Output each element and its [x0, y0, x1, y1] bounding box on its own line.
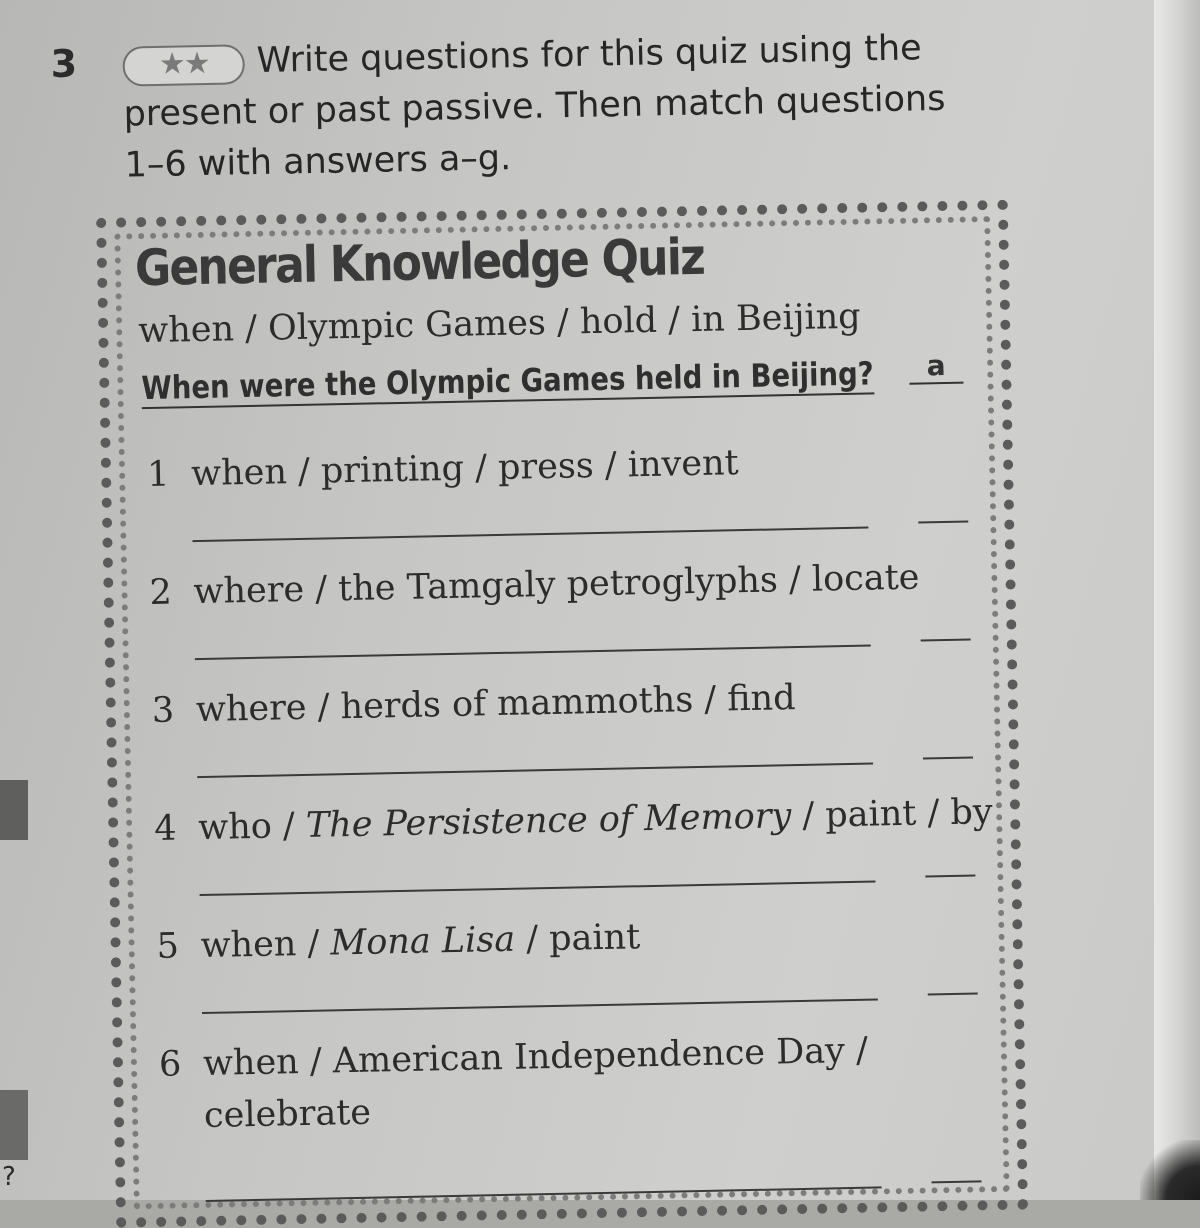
quiz-item-text: where / the Tamgaly petroglyphs / locate — [193, 557, 920, 613]
facing-page-strip — [0, 780, 28, 840]
page-edge — [1154, 0, 1200, 1200]
difficulty-stars-badge: ★★ — [122, 44, 245, 86]
quiz-item-text: when / printing / press / invent — [190, 443, 740, 495]
quiz-item-number: 1 — [146, 454, 170, 496]
quiz-item-number: 2 — [149, 572, 173, 613]
quiz-item-text: when / — [200, 923, 331, 967]
quiz-title: General Knowledge Quiz — [134, 227, 705, 298]
quiz-box — [96, 200, 1028, 1228]
exercise-number: 3 — [50, 41, 78, 86]
quiz-item-text-continued: celebrate — [203, 1092, 372, 1137]
margin-question-mark: ? — [2, 1162, 16, 1192]
instruction-line-1: Write questions for this quiz using the — [256, 28, 922, 82]
exercise-header — [50, 13, 950, 186]
quiz-item-number: 5 — [156, 926, 180, 967]
example-prompt: when / Olympic Games / hold / in Beijing — [137, 296, 861, 352]
quiz-item-number: 6 — [158, 1044, 182, 1085]
quiz-item-italic-title: Mona Lisa — [330, 919, 516, 964]
corner-shadow — [1140, 1140, 1200, 1200]
instruction-line-3: 1–6 with answers a–g. — [124, 138, 512, 186]
quiz-item-number: 4 — [153, 808, 177, 849]
quiz-item-text: when / American Independence Day / — [202, 1030, 869, 1085]
facing-page-strip — [0, 1090, 28, 1160]
quiz-item-text: / paint / by — [790, 792, 993, 837]
quiz-item-text: / paint — [514, 917, 641, 960]
quiz-item-number: 3 — [151, 690, 175, 731]
quiz-item-text: where / herds of mammoths / find — [195, 678, 796, 731]
quiz-item-6 — [159, 1028, 1021, 1137]
exercise-instruction — [122, 23, 955, 192]
example-answer: When were the Olympic Games held in Beijing? — [141, 354, 875, 408]
quiz-item-text: who / — [197, 805, 307, 849]
instruction-line-2: present or past passive. Then match questions — [123, 78, 946, 135]
example-answer-letter: a — [909, 349, 964, 385]
quiz-item-italic-title: The Persistence of Memory — [305, 796, 792, 846]
